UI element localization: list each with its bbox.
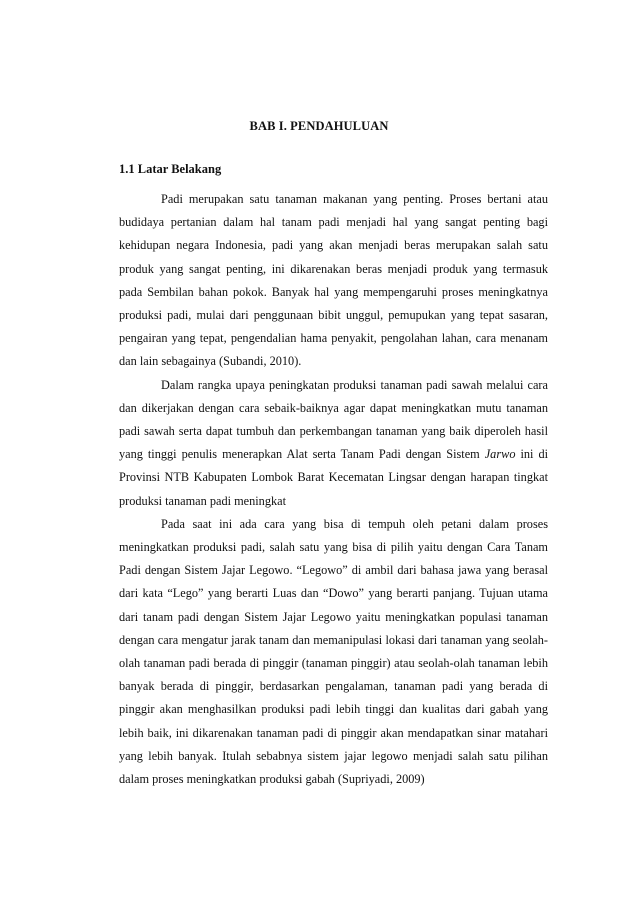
body-text	[119, 188, 548, 791]
paragraph-3: Pada saat ini ada cara yang bisa di tempuh oleh petani dalam proses meningkatkan produksi padi, salah satu yang bisa di pilih yaitu dengan Cara Tanam Padi dengan Sistem Jajar Legowo. “Legowo” di ambil dari bahasa jawa yang berasal dari kata “Lego” yang berarti Luas dan “Dowo” yang berarti panjang. Tujuan utama dari tanam padi dengan Sistem Jajar Legowo yaitu meningkatkan populasi tanaman dengan cara mengatur jarak tanam dan memanipulasi lokasi dari tanaman yang seolah-olah tanaman padi berada di pinggir (tanaman pinggir) atau seolah-olah tanaman lebih banyak berada di pinggir, berdasarkan pengalaman, tanaman padi yang berada di pinggir akan menghasilkan produksi padi lebih tinggi dan kualitas dari gabah yang lebih baik, ini dikarenakan tanaman padi di pinggir akan mendapatkan sinar matahari yang lebih banyak. Itulah sebabnya sistem jajar legowo menjadi salah satu pilihan dalam proses meningkatkan produksi gabah (Supriyadi, 2009)	[119, 516, 548, 787]
paragraph-1: Padi merupakan satu tanaman makanan yang penting. Proses bertani atau budidaya pertanian dalam hal tanam padi menjadi hal yang sangat penting bagi kehidupan negara Indonesia, padi yang akan menjadi beras merupakan salah satu produk yang sangat penting, ini dikarenakan beras menjadi produk yang termasuk pada Sembilan bahan pokok. Banyak hal yang mempengaruhi proses meningkatnya produksi padi, mulai dari penggunaan bibit unggul, pemupukan yang tepat sasaran, pengairan yang tepat, pengendalian hama penyakit, pengolahan lahan, cara menanam dan lain sebagainya (Subandi, 2010).	[119, 192, 548, 369]
paragraph-2	[119, 374, 548, 513]
paragraph-2-text-after: ini di Provinsi NTB Kabupaten Lombok Barat Kecematan Lingsar dengan harapan tingkat produksi tanaman padi meningkat	[119, 447, 549, 508]
paragraph-2-text-before: Dalam rangka upaya peningkatan produksi tanaman padi sawah melalui cara dan dikerjakan dengan cara sebaik-baiknya agar dapat meningkatkan mutu tanaman padi sawah serta dapat tumbuh dan perkembangan tanaman yang baik diperoleh hasil yang tinggi penulis menerapkan Alat serta Tanam Padi dengan Sistem	[119, 377, 548, 462]
section-heading: 1.1 Latar Belakang	[119, 162, 222, 176]
chapter-title: BAB I. PENDAHULUAN	[249, 119, 389, 133]
paragraph-2-italic-term: Jarwo	[484, 447, 516, 462]
